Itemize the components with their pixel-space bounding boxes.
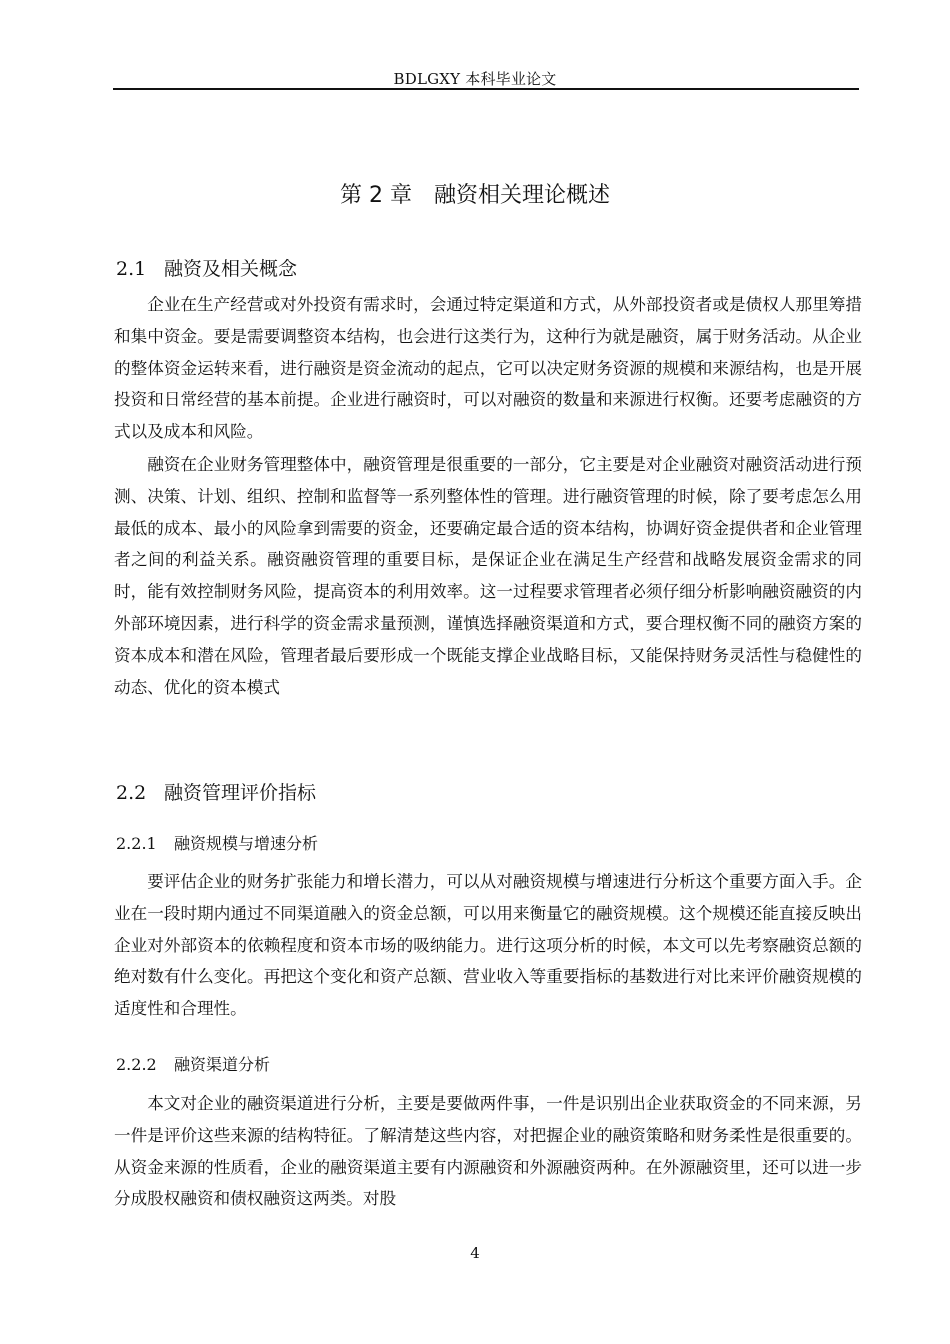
section-title: 融资及相关概念 [164, 258, 298, 280]
section-title: 融资管理评价指标 [164, 782, 317, 804]
paragraph: 要评估企业的财务扩张能力和增长潜力，可以从对融资规模与增速进行分析这个重要方面入手。企业在一段时期内通过不同渠道融入的资金总额，可以用来衡量它的融资规模。这个规模还能直接反映出企业对外部资本的依赖程度和资本市场的吸纳能力。进行这项分析的时候，本文可以先考察融资总额的绝对数有什么变化。再把这个变化和资产总额、营业收入等重要指标的基数进行对比来评价融资规模的适度性和合理性。 [114, 872, 862, 1019]
section-number: 2.2 [116, 782, 147, 804]
subsection-number: 2.2.1 [116, 834, 157, 853]
subsection-number: 2.2.2 [116, 1055, 157, 1074]
paragraph: 企业在生产经营或对外投资有需求时，会通过特定渠道和方式，从外部投资者或是债权人那里筹措和集中资金。要是需要调整资本结构，也会进行这类行为，这种行为就是融资，属于财务活动。从企业的整体资金运转来看，进行融资是资金流动的起点，它可以决定财务资源的规模和来源结构，也是开展投资和日常经营的基本前提。企业进行融资时，可以对融资的数量和来源进行权衡。还要考虑融资的方式以及成本和风险。 [114, 295, 862, 442]
header-rule [113, 88, 859, 90]
paragraph: 融资在企业财务管理整体中，融资管理是很重要的一部分，它主要是对企业融资对融资活动进行预测、决策、计划、组织、控制和监督等一系列整体性的管理。进行融资管理的时候，除了要考虑怎么用最低的成本、最小的风险拿到需要的资金，还要确定最合适的资本结构，协调好资金提供者和企业管理者之间的利益关系。融资融资管理的重要目标，是保证企业在满足生产经营和战略发展资金需求的同时，能有效控制财务风险，提高资本的利用效率。这一过程要求管理者必须仔细分析影响融资融资的内外部环境因素，进行科学的资金需求量预测，谨慎选择融资渠道和方式，要合理权衡不同的融资方案的资本成本和潜在风险，管理者最后要形成一个既能支撑企业战略目标，又能保持财务灵活性与稳健性的动态、优化的资本模式 [114, 455, 862, 697]
subsection-heading-2-2-2 [116, 1052, 270, 1075]
subsection-heading-2-2-1 [116, 831, 318, 854]
section-number: 2.1 [116, 258, 147, 280]
subsection-title: 融资渠道分析 [174, 1055, 271, 1074]
section-heading-2-1 [116, 254, 297, 281]
header-title: BDLGXY 本科毕业论文 [393, 70, 557, 88]
paragraph: 本文对企业的融资渠道进行分析，主要是要做两件事，一件是识别出企业获取资金的不同来源，另一件是评价这些来源的结构特征。了解清楚这些内容，对把握企业的融资策略和财务柔性是很重要的。从资金来源的性质看，企业的融资渠道主要有内源融资和外源融资两种。在外源融资里，还可以进一步分成股权融资和债权融资这两类。对股 [114, 1094, 862, 1209]
page-number: 4 [470, 1244, 480, 1262]
subsection-title: 融资规模与增速分析 [174, 834, 319, 853]
section-heading-2-2 [116, 778, 316, 805]
chapter-title: 第 2 章 融资相关理论概述 [340, 183, 610, 208]
